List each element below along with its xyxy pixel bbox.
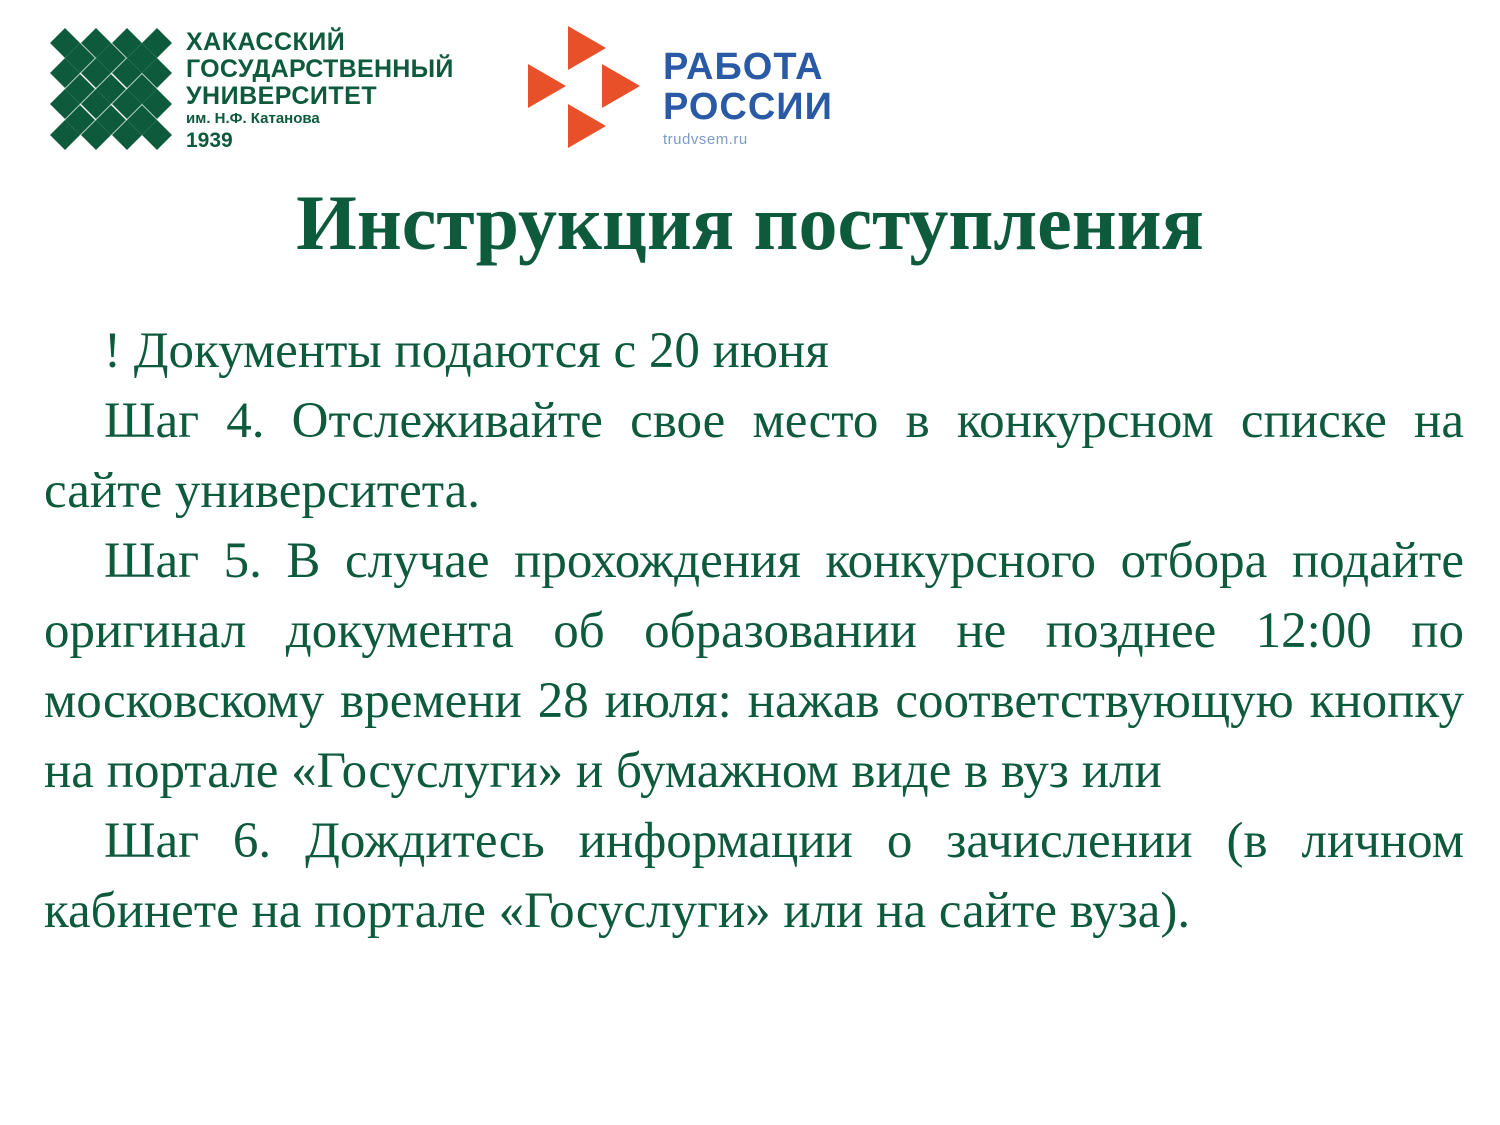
university-logo [50, 28, 470, 158]
instruction-body [44, 316, 1464, 946]
rabota-rossii-logo [528, 26, 848, 156]
page-title: Инструкция поступления [296, 179, 1204, 266]
notice-paragraph: ! Документы подаются с 20 июня [104, 323, 829, 379]
university-year: 1939 [186, 129, 233, 152]
diamond-grid-icon [50, 28, 172, 150]
step-5-paragraph: Шаг 5. В случае прохождения конкурсного отбора подайте оригинал документа об образовании не позднее 12:00 по московскому времени 28 июля: нажав соответствующую кнопку на портале «Госуслуги» и бумажном виде в вуз или [44, 533, 1464, 799]
step-4-paragraph: Шаг 4. Отслеживайте свое место в конкурсном списке на сайте университета. [44, 393, 1464, 519]
university-name-line2: ГОСУДАРСТВЕННЫЙ [186, 55, 454, 83]
step-6-paragraph: Шаг 6. Дождитесь информации о зачислении (в личном кабинете на портале «Госуслуги» или на сайте вуза). [44, 813, 1464, 939]
rabota-line1: РАБОТА [663, 46, 824, 88]
university-name-line1: ХАКАССКИЙ [186, 28, 346, 56]
rabota-site: trudvsem.ru [663, 131, 748, 148]
rabota-rossii-name [663, 48, 833, 147]
university-name [186, 30, 454, 151]
university-name-line4: им. Н.Ф. Катанова [186, 110, 320, 127]
university-name-line3: УНИВЕРСИТЕТ [186, 82, 378, 110]
triangle-cluster-icon [528, 26, 646, 148]
rabota-line2: РОССИИ [663, 86, 833, 128]
